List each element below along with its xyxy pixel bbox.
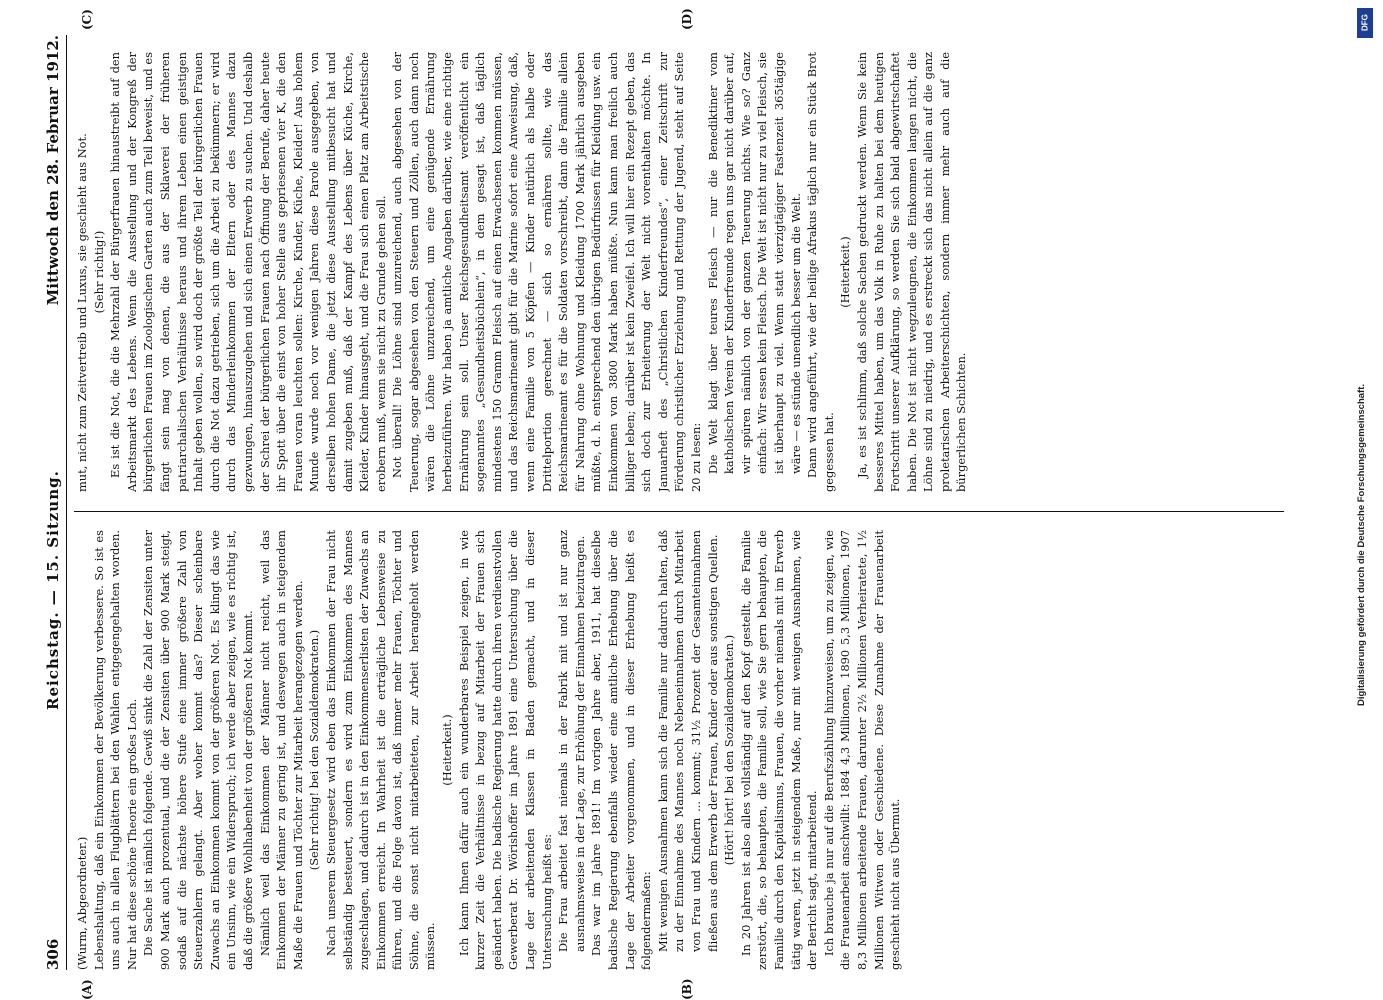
running-header xyxy=(40,35,67,970)
margin-marker-c: (C) xyxy=(80,9,94,30)
paragraph: (Heiterkeit.) xyxy=(838,236,853,308)
paragraph: Nach unserem Steuergesetz wird eben das Einkommen der Frau nicht selbständig besteuert, sondern es wird zum Einkommen des Mannes zugeschlagen, und dadurch ist in den Einkommenserlisten der Zuwachs an Einkommen erreicht. In Wahrheit ist die erträgliche Lebensweise zu führen, und die Folge davon ist, daß immer mehr Frauen, Töchter und Söhne, die sonst nicht mitarbeiteten, zur Arbeit herangeholt werden müssen. xyxy=(323,530,438,970)
paragraph: Ich brauche ja nur auf die Berufszählung hinzuweisen, um zu zeigen, wie die Frauenarbeit anschwillt: 1884 4,3 Millionen, 1890 5,3 Millionen, 1907 8,3 Millionen arbeitende Frauen, darunter 2½ Millionen Verheiratete, 1½ Millionen Witwen oder Geschiedene. Diese Zunahme der Frauenarbeit geschieht nicht aus Übermut. xyxy=(821,530,903,970)
paragraph: Die Sache ist nämlich folgende. Gewiß sinkt die Zahl der Zensiten unter 900 Mark auch prozentual, und die der Zensiten über 900 Mark steigt, sodaß auf die nächste höhere Stufe eine immer größere Zahl von Steuerzahlern gelangt. Aber woher kommt das? Dieser scheinbare Zuwachs an Einkommen kommt von der größeren Not. Es klingt das wie ein Unsinn, wie ein Widerspruch; ich werde aber zeigen, wie es richtig ist, daß die größere Wohlhabenheit von der größeren Not kommt. xyxy=(141,530,255,970)
page-number: 306 xyxy=(44,938,62,970)
column-divider xyxy=(74,511,1284,512)
paragraph: (Sehr richtig!) xyxy=(91,230,106,314)
session-title: Reichstag. — 15. Sitzung. xyxy=(44,470,62,710)
paragraph: Das war im Jahre 1891! Im vorigen Jahre aber, 1911, hat dieselbe badische Regierung ebenfalls wieder eine amtliche Erhebung über die Lage der Arbeiter vorgenommen, und in dieser Erhebung heißt es folgendermaßen: xyxy=(589,530,654,970)
paragraph: (Hört! hört! bei den Sozialdemokraten.) xyxy=(722,634,737,866)
paragraph: Nämlich weil das Einkommen der Männer nicht reicht, weil das Einkommen der Männer zu gering ist, und deswegen auch in steigendem Maße die Frauen und Töchter zur Mitarbeit herangezogen werden. xyxy=(257,530,305,970)
paragraph: Ich kann Ihnen dafür auch ein wunderbares Beispiel zeigen, in wie kurzer Zeit die Verhältnisse in bezug auf Mitarbeit der Frauen sich geändert haben. Die badische Regierung hatte durch ihren verdienstvollen Gewerberat Dr. Wörishoffer im Jahre 1891 eine Untersuchung über die Lage der arbeitenden Klassen in Baden gemacht, und in dieser Untersuchung heißt es: xyxy=(456,530,554,970)
margin-marker-a: (A) xyxy=(80,979,94,1000)
digitization-note xyxy=(1352,6,1374,994)
paragraph: In 20 Jahren ist also alles vollständig auf den Kopf gestellt, die Familie zerstört, die, so behaupten, die Familie soll, wie Sie gern behaupten, die Familie durch den Kapitalismus, Frauen, die vorher niemals mit im Erwerb tätig waren, jetzt in steigendem Maße, nur mit wenigen Ausnahmen, wie der Bericht sagt, mitarbeitend. xyxy=(738,530,820,970)
right-column xyxy=(74,52,1284,492)
margin-marker-b: (B) xyxy=(680,978,694,1000)
left-column xyxy=(74,530,1284,970)
session-date: Mittwoch den 28. Februar 1912. xyxy=(44,35,62,306)
paragraph: mut, nicht zum Zeitvertreib und Luxus, sie geschieht aus Not. xyxy=(75,133,89,492)
paragraph: Die Welt klagt über teures Fleisch — nur die Benediktiner vom katholischen Verein der Kinderfreunde regen uns gar nicht darüber auf, wir spüren nämlich von der ganzen Teuerung nichts. Wie so? Ganz einfach: Wir essen kein Fleisch. Die Welt ist nicht nur zu viel Fleisch, sie ist überhaupt zu viel. Wenn statt vierzigtägiger Fastenzeit 365tägige wäre — es stünde unendlich besser um die Welt. xyxy=(705,52,803,474)
paragraph: Not überall! Die Löhne sind unzureichend, auch abgesehen von der Teuerung, sogar abgesehen von den Steuern und Zöllen, auch dann noch wären die Löhne unzureichend, um eine genügende Ernährung herbeizuführen. Wir haben ja amtliche Angaben darüber, wie eine richtige Ernährung sein soll. Unser Reichsgesundheitsamt veröffentlicht ein sogenanntes „Gesundheitsbüchlein“, in dem gesagt ist, daß täglich mindestens 150 Gramm Fleisch auf einen Erwachsenen kommen müssen, und das Reichsmarineamt gibt für die Marine sofort eine Anweisung, daß, wenn eine Familie von 5 Köpfen — Kinder natürlich als halbe oder Drittelportion gerechnet — sich so ernähren sollte, wie das Reichsmarineamt es für die Soldaten vorschreibt, dann die Familie allein für Nahrung ohne Wohnung und Kleidung 1700 Mark jährlich ausgeben müßte, d. h. entsprechend den übrigen Bedürfnissen für Kleidung usw. ein Einkommen von 3800 Mark haben müßte. Nun kann man freilich auch billiger leben; darüber ist kein Zweifel. Ich will hier ein Rezept geben, das sich doch zur Erheiterung der Welt nicht vorenthalten möchte. In Januarheft des „Christlichen Kinderfreundes“, einer Zeitschrift zur Förderung christlicher Erziehung und Rettung der Jugend, steht auf Seite 20 zu lesen: xyxy=(390,52,703,492)
paragraph: (Wurm, Abgeordneter.) xyxy=(75,836,89,970)
paragraph: Die Frau arbeitet fast niemals in der Fabrik mit und ist nur ganz ausnahmsweise in der Lage, zur Erhöhung der Einnahmen beizutragen. xyxy=(556,530,587,952)
rotated-page xyxy=(40,8,1295,1000)
paragraph: (Sehr richtig! bei den Sozialdemokraten.) xyxy=(307,629,322,871)
margin-marker-d: (D) xyxy=(680,8,694,30)
paragraph: Mit wenigen Ausnahmen kann sich die Familie nur dadurch halten, daß zu der Einnahme des Mannes noch Nebeneinnahmen durch Mitarbeit von Frau und Kindern ... kommt; 31½ Prozent der Gesamteinnahmen fließen aus dem Erwerb der Frauen, Kinder oder aus sonstigen Quellen. xyxy=(655,530,720,952)
paragraph: Ja, es ist schlimm, daß solche Sachen gedruckt werden. Wenn Sie kein besseres Mittel haben, um das Volk in Ruhe zu halten bei dem heutigen Fortschritt unserer Aufklärung, so werden Sie sich bald abgewirtschaftet haben. Die Not ist nicht wegzuleugnen, die Einkommen langen nicht, die Löhne sind zu niedrig, und es erstreckt sich das nicht allein auf die ganz proletarischen Arbeiterschichten, sondern immer mehr auch auf die bürgerlichen Schichten. xyxy=(854,52,969,492)
paragraph: (Heiterkeit.) xyxy=(440,714,455,786)
paragraph: Es ist die Not, die die Mehrzahl der Bürgerfrauen hinaustreibt auf den Arbeitsmarkt des Lebens. Wenn die Ausstellung und der Kongreß der bürgerlichen Frauen im Zoologischen Garten auch zum Teil beweist, und es fängt sein mag von denen, die aus der Sklaverei der früheren patriarchalischen Verhältnisse heraus und ihrem Leben einen geistigen Inhalt geben wollen, so wird doch der größte Teil der bürgerlichen Frauen durch die Not dazu getrieben, sich um die Arbeit zu bekümmern; er wird durch das Minderleinkommen der Eltern oder des Mannes dazu gezwungen, hinauszugehen und sich einen Erwerb zu suchen. Und deshalb der Schrei der bürgerlichen Frauen nach Öffnung der Berufe, daher heute ihr Spott über die einst von hoher Stelle aus gepriesenen vier K, die den Frauen voran leuchten sollen: Kirche, Kinder, Küche, Kleider! Aus hohem Munde wurde noch vor wenigen Jahren diese Parole ausgegeben, von derselben hohen Dame, die jetzt diese Ausstellung mitbesucht hat und damit zugeben muß, daß der Kampf des Lebens über Küche, Kirche, Kleider, Kinder hinausgeht, und die Frau sich einen Platz am Arbeitstische erobern muß, wenn sie nicht zu Grunde gehen soll. xyxy=(108,52,388,492)
dfg-logo: DFG xyxy=(1357,8,1373,38)
digitization-note-text: Digitalisierung gefördert durch die Deutsche Forschungsgemeinschaft. xyxy=(1356,384,1367,706)
paragraph: Dann wird angeführt, wie der heilige Afrakus täglich nur ein Stück Brot gegessen hat. xyxy=(805,52,836,492)
paragraph: Lebenshaltung, daß ein Einkommen der Bevölkerung verbessere. So ist es uns auch in allen Flugblättern bei den Wahlen entgegengehalten worden. Nur hat diese schöne Theorie ein großes Loch. xyxy=(91,530,139,970)
